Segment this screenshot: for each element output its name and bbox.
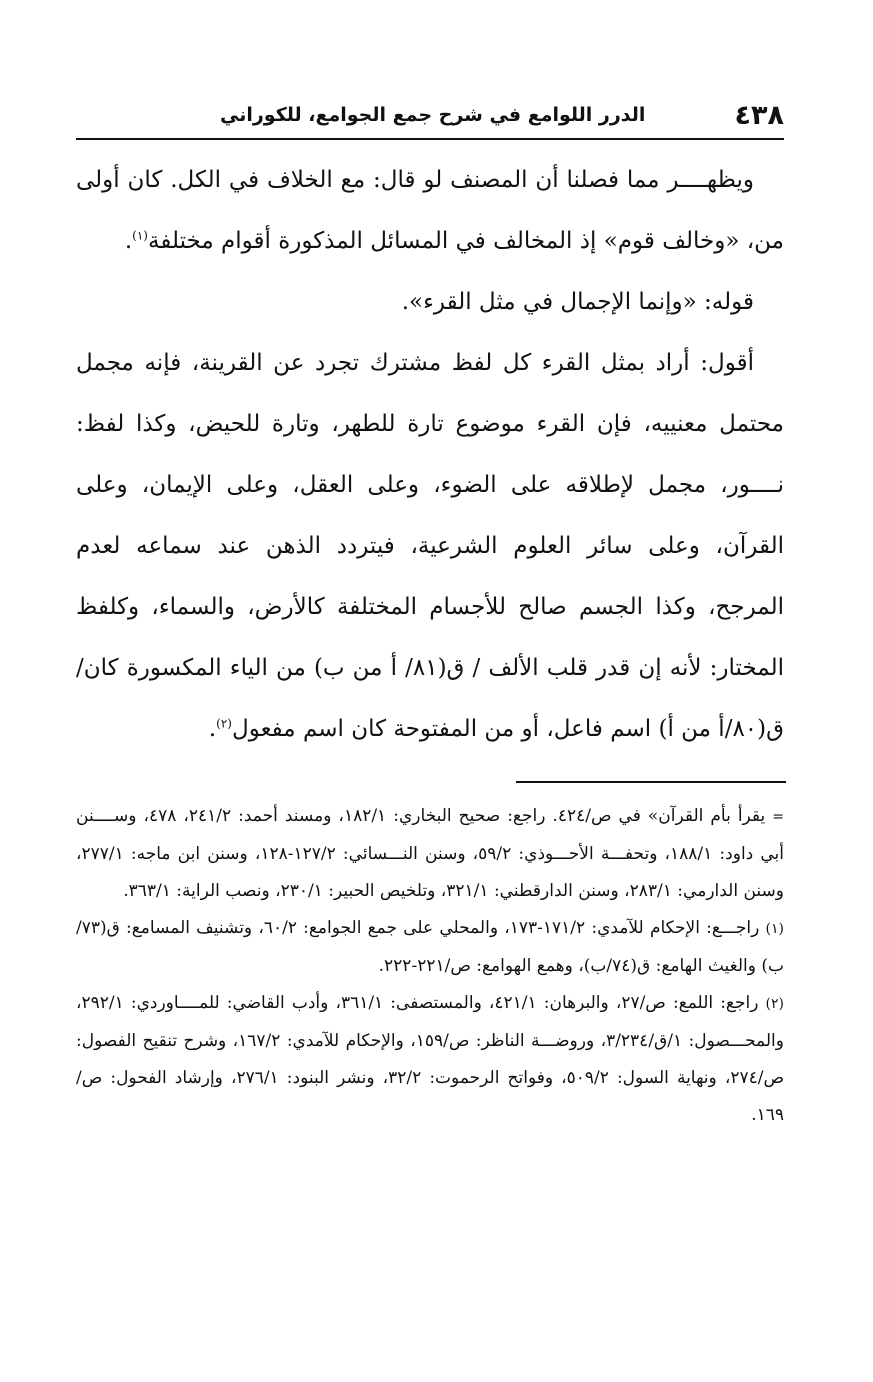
main-text <box>76 150 784 760</box>
footnote-1 <box>76 910 784 985</box>
footnote-continuation-text: يقرأ بأم القرآن» في ص/٤٢٤. راجع: صحيح البخاري: ١٨٢/١، ومسند أحمد: ٢٤١/٢، ٤٧٨، وســــنن أبي داود: ١٨٨/١، وتحفـــة الأحـــوذي: ٥٩/٢، وسنن النـــسائي: ١٢٧/٢-١٢٨، وسنن ابن ماجه: ٢٧٧/١، وسنن الدارمي: ٢٨٣/١، وسنن الدارقطني: ٣٢١/١، وتلخيص الحبير: ٢٣٠/١، ونصب الراية: ٣٦٣/١. <box>76 806 784 901</box>
footnote-2-text: راجع: اللمع: ص/٢٧، والبرهان: ٤٢١/١، والمستصفى: ٣٦١/١، وأدب القاضي: للمــــاوردي: ٢٩٢/١، والمحـــصول: ١/ق/٣/٢٣٤، وروضـــة الناظر: ص/١٥٩، والإحكام للآمدي: ١٦٧/٢، وشرح تنقيح الفصول: ص/٢٧٤، ونهاية السول: ٥٠٩/٢، وفواتح الرحموت: ٣٢/٢، ونشر البنود: ٢٧٦/١، وإرشاد الفحول: ص/١٦٩. <box>76 993 784 1125</box>
paragraph-1-end: . <box>124 228 133 254</box>
footnote-separator <box>516 781 786 783</box>
paragraph-1 <box>76 150 784 272</box>
page-header <box>76 96 784 140</box>
footnote-2-mark: (٢) <box>765 996 784 1012</box>
footnote-2 <box>76 985 784 1134</box>
paragraph-1-text: ويظهــــر مما فصلنا أن المصنف لو قال: مع الخلاف في الكل. كان أولى من، «وخالف قوم» إذ المخالف في المسائل المذكورة أقوام مختلفة <box>76 167 784 254</box>
running-title: الدرر اللوامع في شرح جمع الجوامع، للكوراني <box>220 103 646 126</box>
continuation-mark: = <box>772 809 785 825</box>
footnote-continuation <box>76 798 784 910</box>
page-number: ٤٣٨ <box>734 99 784 131</box>
paragraph-3-text: أقول: أراد بمثل القرء كل لفظ مشترك تجرد عن القرينة، فإنه مجمل محتمل معنييه، فإن القرء موضوع تارة للطهر، وتارة للحيض، وكذا لفظ: نــــور، مجمل لإطلاقه على الضوء، وعلى العقل، وعلى الإيمان، وعلى القرآن، وعلى سائر العلوم الشرعية، فيتردد الذهن عند سماعه لعدم المرجح، وكذا الجسم صالح للأجسام المختلفة كالأرض، والسماء، وكلفظ المختار: لأنه إن قدر قلب الألف / ق(٨١/ أ من ب) من الياء المكسورة كان/ ق(٨٠/أ من أ) اسم فاعل، أو من المفتوحة كان اسم مفعول <box>76 350 784 742</box>
footnotes <box>76 798 784 1134</box>
paragraph-2-text: قوله: «وإنما الإجمال في مثل القرء». <box>401 289 754 315</box>
paragraph-2 <box>76 272 784 333</box>
paragraph-3-end: . <box>208 716 217 742</box>
paragraph-3 <box>76 333 784 760</box>
footnote-1-text: راجـــع: الإحكام للآمدي: ١٧١/٢-١٧٣، والمحلي على جمع الجوامع: ٦٠/٢، وتشنيف المسامع: ق(٧٣/ب) والغيث الهامع: ق(٧٤/ب)، وهمع الهوامع: ص/٢٢١-٢٢٢. <box>76 918 784 976</box>
footnote-ref-2: (٢) <box>216 716 232 731</box>
footnote-1-mark: (١) <box>765 921 784 937</box>
footnote-ref-1: (١) <box>132 228 148 243</box>
